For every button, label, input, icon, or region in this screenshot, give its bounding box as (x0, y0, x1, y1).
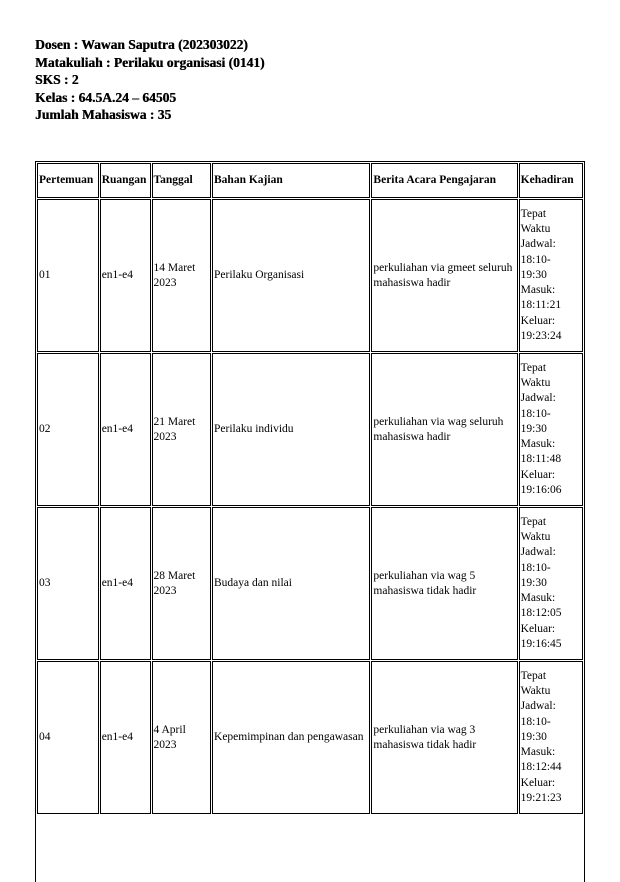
kehadiran-line: Tepat (520, 669, 547, 682)
cell-bahan-kajian: Perilaku individu (212, 353, 370, 506)
kehadiran-line: 18:11:21 (520, 299, 562, 312)
cell-bahan-kajian: Budaya dan nilai (212, 507, 370, 660)
column-header-kehadiran: Kehadiran (519, 163, 583, 198)
cell-berita-acara: perkuliahan via wag 3 mahasiswa tidak hadir (371, 661, 517, 814)
cell-kehadiran (519, 199, 583, 352)
table-continuation-border-left (35, 812, 36, 882)
jumlah-mahasiswa-line: Jumlah Mahasiswa : 35 (35, 107, 172, 122)
kehadiran-line: 19:16:06 (520, 484, 562, 497)
cell-ruangan: en1-e4 (100, 199, 151, 352)
kehadiran-line: 18:10- (520, 253, 551, 266)
table-header-row (37, 163, 583, 198)
cell-pertemuan: 02 (37, 353, 99, 506)
kehadiran-line: Masuk: (520, 746, 556, 759)
cell-pertemuan: 01 (37, 199, 99, 352)
kehadiran-line: 19:30 (520, 422, 547, 435)
kehadiran-line: 18:11:48 (520, 453, 562, 466)
kehadiran-line: Jadwal: (520, 238, 556, 251)
cell-ruangan: en1-e4 (100, 507, 151, 660)
kehadiran-line: 18:10- (520, 407, 551, 420)
cell-berita-acara: perkuliahan via wag seluruh mahasiswa hadir (371, 353, 517, 506)
kehadiran-line: Jadwal: (520, 546, 556, 559)
cell-kehadiran (519, 507, 583, 660)
cell-bahan-kajian: Kepemimpinan dan pengawasan (212, 661, 370, 814)
kehadiran-line: Tepat (520, 207, 547, 220)
kehadiran-line: Keluar: (520, 468, 556, 481)
cell-ruangan: en1-e4 (100, 353, 151, 506)
kelas-line: Kelas : 64.5A.24 – 64505 (35, 89, 176, 105)
kehadiran-line: 19:30 (520, 576, 547, 589)
sks-line: SKS : 2 (35, 72, 79, 87)
column-header-ruangan: Ruangan (100, 163, 151, 198)
dosen-line: Dosen : Wawan Saputra (202303022) (35, 37, 248, 52)
kehadiran-line: Masuk: (520, 284, 556, 297)
kehadiran-line: Masuk: (520, 438, 556, 451)
kehadiran-line: Waktu (520, 222, 551, 235)
kehadiran-line: Waktu (520, 684, 551, 697)
cell-tanggal: 28 Maret 2023 (152, 507, 212, 660)
kehadiran-line: 18:10- (520, 561, 551, 574)
column-header-pertemuan: Pertemuan (37, 163, 99, 198)
cell-ruangan: en1-e4 (100, 661, 151, 814)
kehadiran-line: 19:30 (520, 730, 547, 743)
column-header-bahan-kajian: Bahan Kajian (212, 163, 370, 198)
kehadiran-line: Jadwal: (520, 700, 556, 713)
kehadiran-line: 19:23:24 (520, 330, 562, 343)
table-continuation-border-right (584, 812, 585, 882)
cell-tanggal: 4 April 2023 (152, 661, 212, 814)
kehadiran-line: Waktu (520, 376, 551, 389)
column-header-berita-acara: Berita Acara Pengajaran (371, 163, 517, 198)
cell-kehadiran (519, 661, 583, 814)
kehadiran-line: 19:30 (520, 268, 547, 281)
cell-bahan-kajian: Perilaku Organisasi (212, 199, 370, 352)
cell-berita-acara: perkuliahan via wag 5 mahasiswa tidak hadir (371, 507, 517, 660)
cell-pertemuan: 03 (37, 507, 99, 660)
kehadiran-line: 18:12:05 (520, 607, 562, 620)
kehadiran-line: Keluar: (520, 314, 556, 327)
kehadiran-line: Jadwal: (520, 392, 556, 405)
kehadiran-line: Keluar: (520, 776, 556, 789)
cell-berita-acara: perkuliahan via gmeet seluruh mahasiswa hadir (371, 199, 517, 352)
kehadiran-line: 19:16:45 (520, 638, 562, 651)
kehadiran-line: Waktu (520, 530, 551, 543)
report-header (35, 36, 265, 124)
table-row (37, 507, 583, 660)
table-row (37, 353, 583, 506)
kehadiran-line: 18:12:44 (520, 761, 562, 774)
kehadiran-line: Keluar: (520, 622, 556, 635)
cell-kehadiran (519, 353, 583, 506)
kehadiran-line: 19:21:23 (520, 792, 562, 805)
cell-pertemuan: 04 (37, 661, 99, 814)
attendance-table (35, 161, 585, 815)
column-header-tanggal: Tanggal (152, 163, 212, 198)
kehadiran-line: Tepat (520, 361, 547, 374)
cell-tanggal: 14 Maret 2023 (152, 199, 212, 352)
table-row (37, 661, 583, 814)
kehadiran-line: 18:10- (520, 715, 551, 728)
kehadiran-line: Tepat (520, 515, 547, 528)
cell-tanggal: 21 Maret 2023 (152, 353, 212, 506)
table-row (37, 199, 583, 352)
matakuliah-line: Matakuliah : Perilaku organisasi (0141) (35, 54, 265, 70)
kehadiran-line: Masuk: (520, 592, 556, 605)
